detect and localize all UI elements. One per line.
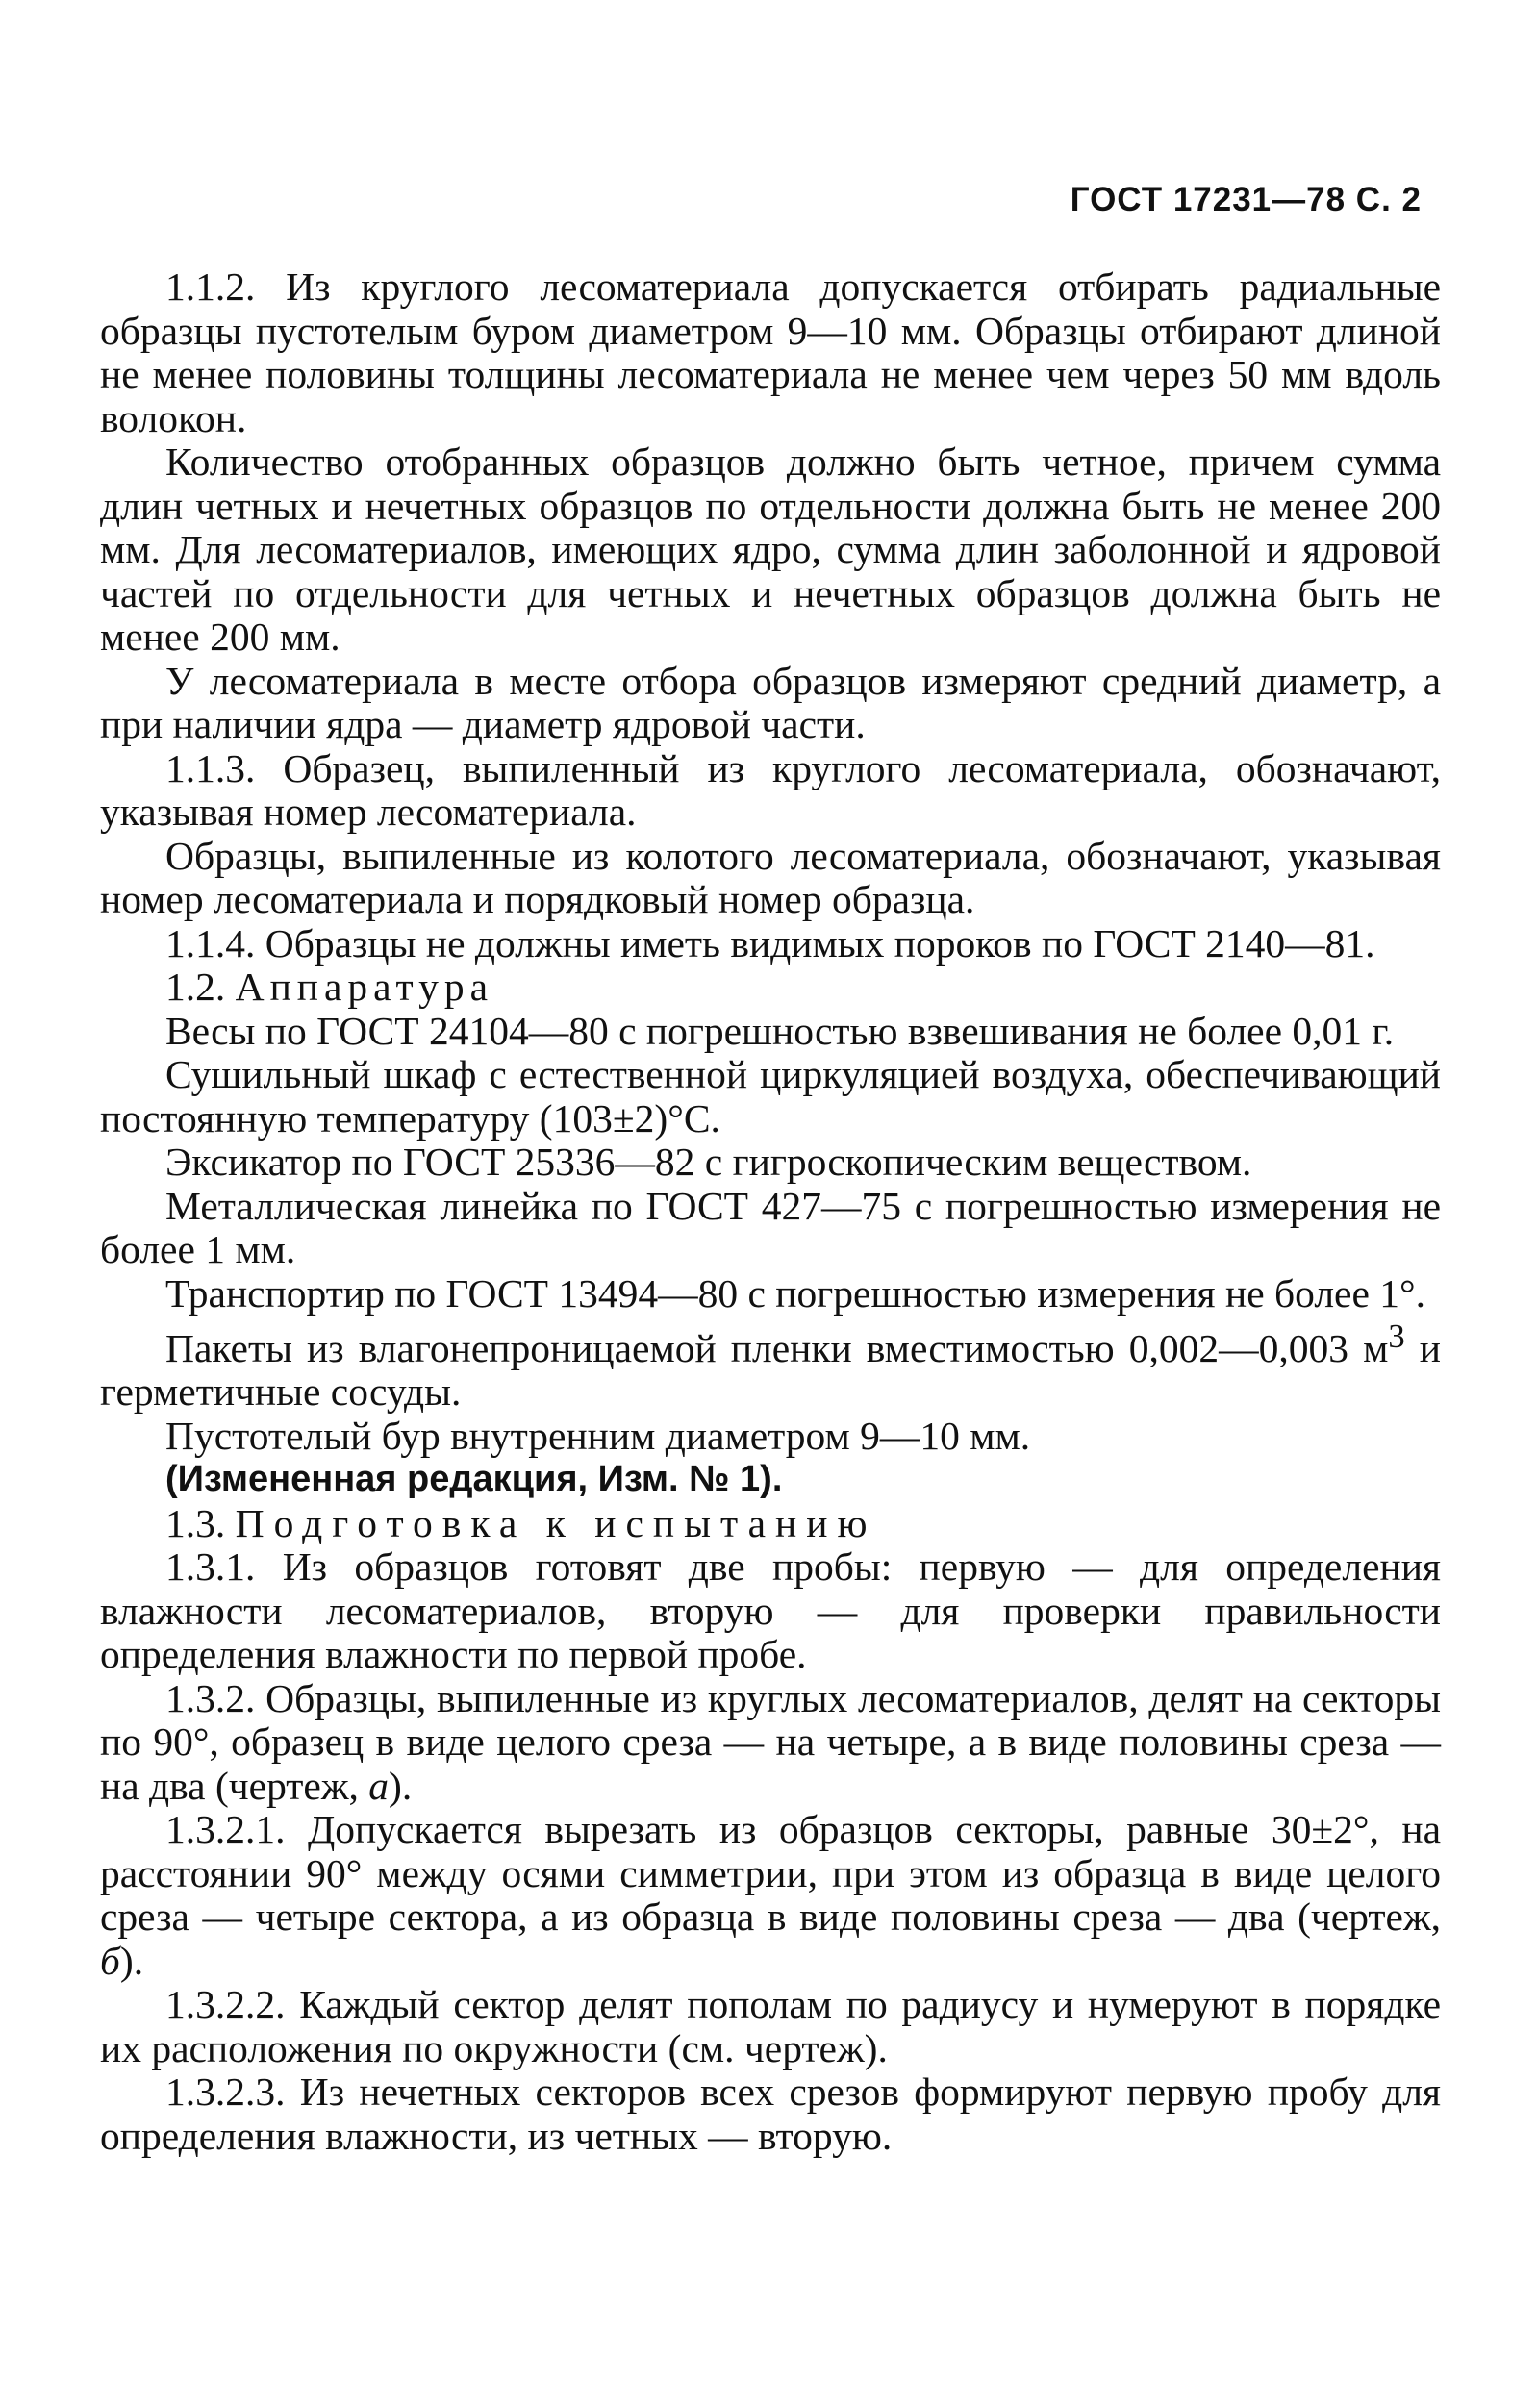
running-header: ГОСТ 17231—78 С. 2 (1070, 181, 1422, 218)
section-heading-1-3 (100, 1502, 1441, 1546)
section-heading-1-2 (100, 966, 1441, 1010)
amendment-note: (Измененная редакция, Изм. № 1). (165, 1459, 783, 1500)
superscript-cubic: 3 (1388, 1318, 1405, 1355)
paragraph-packets (100, 1316, 1441, 1415)
paragraph-scales: Весы по ГОСТ 24104—80 с погрешностью взвешивания не более 0,01 г. (165, 1008, 1395, 1053)
section-title: Аппаратура (235, 965, 494, 1009)
paragraph-1-1-2: 1.1.2. Из круглого лесоматериала допускается отбирать радиальные образцы пустотелым буром диаметром 9—10 мм. Образцы отбирают длиной не менее половины толщины лесоматериала не менее чем через 50 мм вдоль волокон. (100, 264, 1441, 440)
packets-text: Пакеты из влагонепроницаемой пленки вместимостью 0,002—0,003 м (165, 1325, 1389, 1370)
paragraph-diameter: У лесоматериала в месте отбора образцов измеряют средний диаметр, а при наличии ядра — диаметр ядровой части. (100, 658, 1441, 746)
paragraph-text: 1.3.2.1. Допускается вырезать из образцов секторы, равные 30±2°, на расстоянии 90° между осями симметрии, при этом из образца в виде целого среза — четыре сектора, а из образца в виде половины среза — два (чертеж, (100, 1807, 1441, 1940)
paragraph-1-1-3: 1.1.3. Образец, выпиленный из круглого лесоматериала, обозначают, указывая номер лесоматериала. (100, 745, 1441, 834)
packets-text-end: и герметичные сосуды. (100, 1325, 1441, 1415)
paragraph-1-3-2-2: 1.3.2.2. Каждый сектор делят пополам по радиусу и нумеруют в порядке их расположения по окружности (см. чертеж). (100, 1982, 1441, 2070)
document-body (100, 265, 1441, 2158)
paragraph-text: 1.3.2. Образцы, выпиленные из круглых лесоматериалов, делят на секторы по 90°, образец в виде целого среза — на четыре, а в виде половины среза — на два (чертеж, (100, 1675, 1441, 1808)
paragraph-1-1-4: 1.1.4. Образцы не должны иметь видимых пороков по ГОСТ 2140—81. (165, 920, 1375, 966)
paragraph-split-samples: Образцы, выпиленные из колотого лесоматериала, обозначают, указывая номер лесоматериала и порядковый номер образца. (100, 833, 1441, 921)
paragraph-1-3-2-3: 1.3.2.3. Из нечетных секторов всех срезов формируют первую пробу для определения влажности, из четных — вторую. (100, 2069, 1441, 2158)
paragraph-desiccator: Эксикатор по ГОСТ 25336—82 с гигроскопическим веществом. (165, 1140, 1252, 1184)
paragraph-drying-oven: Сушильный шкаф с естественной циркуляцией воздуха, обеспечивающий постоянную температуру (103±2)°С. (100, 1052, 1441, 1141)
paragraph-text-end: ). (389, 1763, 413, 1808)
section-title: Подготовка к испытанию (235, 1500, 877, 1545)
section-number: 1.2. (165, 965, 226, 1009)
paragraph-text-end: ). (119, 1938, 144, 1983)
paragraph-sample-count: Количество отобранных образцов должно быть четное, причем сумма длин четных и нечетных образцов по отдельности должна быть не менее 200 мм. Для лесоматериалов, имеющих ядро, сумма длин заболонной и ядровой частей по отдельности для четных и нечетных образцов должна быть не менее 200 мм. (100, 439, 1441, 659)
paragraph-hollow-drill: Пустотелый бур внутренним диаметром 9—10 мм. (165, 1413, 1031, 1458)
paragraph-protractor: Транспортир по ГОСТ 13494—80 с погрешностью измерения не более 1°. (165, 1270, 1425, 1316)
paragraph-1-3-2 (100, 1677, 1441, 1809)
drawing-ref-a: а (368, 1763, 390, 1808)
paragraph-1-3-1: 1.3.1. Из образцов готовят две пробы: первую — для определения влажности лесоматериалов, вторую — для проверки правильности определения влажности по первой пробе. (100, 1544, 1441, 1677)
drawing-ref-b: б (100, 1938, 120, 1983)
paragraph-1-3-2-1 (100, 1808, 1441, 1983)
section-number: 1.3. (165, 1500, 226, 1545)
paragraph-ruler: Металлическая линейка по ГОСТ 427—75 с погрешностью измерения не более 1 мм. (100, 1183, 1441, 1271)
